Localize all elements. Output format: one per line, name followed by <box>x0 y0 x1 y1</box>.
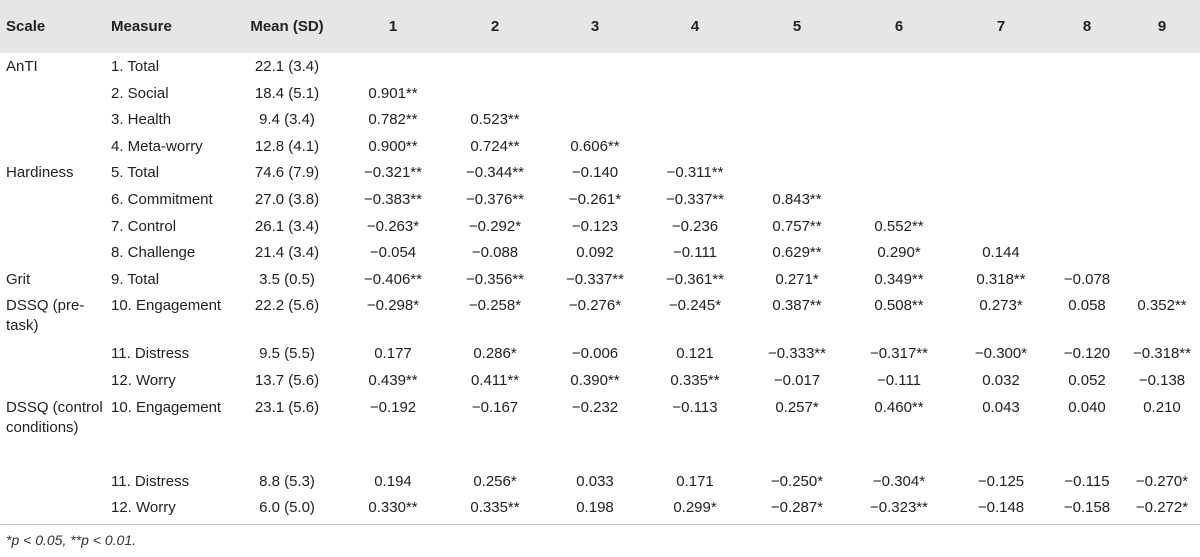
correlation-cell-8 <box>1052 186 1122 213</box>
correlation-cell-5: −0.250* <box>770 472 824 490</box>
correlation-cell-2 <box>444 80 546 107</box>
correlation-cell-7 <box>950 53 1052 80</box>
measure-cell: 8. Challenge <box>111 244 196 262</box>
scale-cell <box>0 213 105 240</box>
correlation-cell-9 <box>1122 159 1200 186</box>
correlation-cell-8 <box>1052 106 1122 133</box>
correlation-cell-4: −0.337** <box>666 190 724 208</box>
correlation-cell-1: 0.900** <box>368 137 418 155</box>
scale-cell: DSSQ (pre-task) <box>6 297 85 335</box>
scale-cell: Hardiness <box>6 164 74 182</box>
correlation-cell-7: 0.043 <box>982 398 1020 416</box>
table-row <box>0 394 1200 468</box>
measure-cell: 9. Total <box>111 270 160 288</box>
col-header-3: 3 <box>590 18 600 35</box>
scale-cell: DSSQ (control conditions) <box>6 398 103 436</box>
correlation-cell-7: 0.144 <box>982 244 1020 262</box>
table-row <box>0 494 1200 521</box>
correlation-cell-3: −0.140 <box>571 164 619 182</box>
table-row <box>0 80 1200 107</box>
correlation-cell-8 <box>1052 213 1122 240</box>
mean-sd-cell: 13.7 (5.6) <box>254 371 320 389</box>
table-row <box>0 213 1200 240</box>
correlation-cell-3: −0.261* <box>568 190 622 208</box>
correlation-cell-1: −0.298* <box>366 297 420 315</box>
correlation-cell-5: 0.271* <box>775 270 819 288</box>
correlation-cell-3: 0.198 <box>576 499 614 517</box>
correlation-cell-1: 0.782** <box>368 111 418 129</box>
correlation-cell-4: −0.111 <box>672 244 718 262</box>
correlation-cell-6: −0.111 <box>876 371 922 389</box>
correlation-cell-2: −0.344** <box>466 164 524 182</box>
correlation-cell-6: 0.552** <box>874 217 924 235</box>
correlation-cell-4: −0.361** <box>666 270 724 288</box>
correlation-cell-4 <box>644 53 746 80</box>
correlation-cell-7 <box>950 213 1052 240</box>
correlation-cell-9: −0.138 <box>1138 371 1186 389</box>
correlation-cell-9 <box>1122 186 1200 213</box>
correlation-cell-1: 0.194 <box>374 472 412 490</box>
correlation-cell-8: −0.158 <box>1063 499 1111 517</box>
correlation-cell-7: 0.273* <box>979 297 1023 315</box>
correlation-cell-3: 0.092 <box>576 244 614 262</box>
correlation-cell-6: −0.304* <box>872 472 926 490</box>
measure-cell: 5. Total <box>111 164 160 182</box>
measure-cell: 2. Social <box>111 84 169 102</box>
table-row <box>0 468 1200 495</box>
correlation-cell-7: −0.148 <box>977 499 1025 517</box>
col-header-2: 2 <box>490 18 500 35</box>
correlation-cell-5: −0.017 <box>773 371 821 389</box>
mean-sd-cell: 26.1 (3.4) <box>254 217 320 235</box>
correlation-cell-3: −0.337** <box>566 270 624 288</box>
correlation-cell-9 <box>1122 239 1200 266</box>
correlation-cell-8 <box>1052 239 1122 266</box>
correlation-cell-5 <box>746 106 848 133</box>
scale-cell: AnTI <box>6 58 38 75</box>
correlation-cell-7: −0.125 <box>977 472 1025 490</box>
table-footnote: *p < 0.05, **p < 0.01. <box>6 532 136 548</box>
correlation-cell-6 <box>848 133 950 160</box>
correlation-cell-5 <box>746 53 848 80</box>
correlation-cell-5 <box>746 133 848 160</box>
correlation-cell-4: −0.311** <box>666 164 724 182</box>
measure-cell: 1. Total <box>111 58 160 75</box>
table-row <box>0 53 1200 80</box>
mean-sd-cell: 74.6 (7.9) <box>254 164 320 182</box>
scale-cell <box>0 239 105 266</box>
correlation-cell-6: 0.460** <box>874 398 924 416</box>
correlation-cell-6: 0.290* <box>877 244 921 262</box>
correlation-cell-4: −0.236 <box>671 217 719 235</box>
correlation-cell-6: −0.317** <box>870 345 928 363</box>
measure-cell: 10. Engagement <box>111 398 222 416</box>
correlation-cell-1: −0.192 <box>369 398 417 416</box>
correlation-cell-4: 0.335** <box>670 371 720 389</box>
correlation-cell-1: −0.321** <box>364 164 422 182</box>
measure-cell: 3. Health <box>111 111 172 129</box>
col-header-9: 9 <box>1157 18 1167 35</box>
correlation-cell-2: −0.356** <box>466 270 524 288</box>
correlation-cell-3: 0.390** <box>570 371 620 389</box>
correlation-cell-6: 0.508** <box>874 297 924 315</box>
correlation-cell-5 <box>746 80 848 107</box>
scale-cell <box>0 367 105 394</box>
correlation-cell-3 <box>546 106 644 133</box>
scale-cell <box>0 186 105 213</box>
correlation-cell-2 <box>444 53 546 80</box>
correlation-cell-8 <box>1052 80 1122 107</box>
measure-cell: 7. Control <box>111 217 177 235</box>
correlation-cell-6 <box>848 53 950 80</box>
correlation-cell-7 <box>950 106 1052 133</box>
correlation-cell-6: −0.323** <box>870 499 928 517</box>
correlation-cell-5: 0.843** <box>772 190 822 208</box>
scale-cell <box>0 80 105 107</box>
correlation-cell-8 <box>1052 53 1122 80</box>
correlation-cell-2: −0.292* <box>468 217 522 235</box>
correlation-cell-3 <box>546 80 644 107</box>
correlation-cell-6 <box>848 80 950 107</box>
correlation-cell-5: 0.629** <box>772 244 822 262</box>
scale-cell <box>0 494 105 521</box>
correlation-cell-9: −0.270* <box>1135 472 1189 490</box>
correlation-cell-1: 0.901** <box>368 84 418 102</box>
mean-sd-cell: 3.5 (0.5) <box>259 270 315 288</box>
col-header-scale: Scale <box>6 18 46 35</box>
table-row <box>0 186 1200 213</box>
correlation-cell-1: 0.330** <box>368 499 418 517</box>
correlation-cell-8: 0.040 <box>1068 398 1106 416</box>
correlation-cell-2: −0.167 <box>471 398 519 416</box>
col-header-8: 8 <box>1082 18 1092 35</box>
scale-cell: Grit <box>6 270 31 288</box>
correlation-cell-9: −0.318** <box>1133 345 1191 363</box>
scale-cell <box>0 106 105 133</box>
correlation-cell-1 <box>342 53 444 80</box>
correlation-cell-9 <box>1122 106 1200 133</box>
mean-sd-cell: 9.4 (3.4) <box>259 111 315 129</box>
measure-cell: 11. Distress <box>111 345 190 363</box>
correlation-cell-3: −0.123 <box>571 217 619 235</box>
mean-sd-cell: 8.8 (5.3) <box>259 472 315 490</box>
correlation-cell-8 <box>1052 133 1122 160</box>
correlation-cell-8 <box>1052 159 1122 186</box>
correlation-cell-8: −0.115 <box>1064 472 1110 490</box>
correlation-cell-4: −0.245* <box>668 297 722 315</box>
correlation-cell-9 <box>1122 133 1200 160</box>
correlation-cell-5: 0.257* <box>775 398 819 416</box>
correlation-cell-7 <box>950 186 1052 213</box>
correlation-cell-1: −0.054 <box>369 244 417 262</box>
correlation-cell-8: 0.058 <box>1068 297 1106 315</box>
table-row <box>0 340 1200 367</box>
correlation-cell-7: 0.318** <box>976 270 1026 288</box>
correlation-cell-6: 0.349** <box>874 270 924 288</box>
correlation-cell-9 <box>1122 53 1200 80</box>
correlation-cell-5: 0.387** <box>772 297 822 315</box>
col-header-mean-sd: Mean (SD) <box>250 18 324 35</box>
correlation-cell-9: 0.352** <box>1137 297 1187 315</box>
scale-cell <box>0 340 105 367</box>
correlation-cell-2: 0.256* <box>473 472 517 490</box>
col-header-1: 1 <box>388 18 398 35</box>
correlation-cell-8: −0.078 <box>1063 270 1111 288</box>
correlation-cell-7: 0.032 <box>982 371 1020 389</box>
measure-cell: 11. Distress <box>111 472 190 490</box>
table-row <box>0 367 1200 394</box>
correlation-cell-5: 0.757** <box>772 217 822 235</box>
measure-cell: 12. Worry <box>111 499 176 517</box>
mean-sd-cell: 6.0 (5.0) <box>259 499 315 517</box>
correlation-cell-9: 0.210 <box>1143 398 1181 416</box>
measure-cell: 12. Worry <box>111 371 176 389</box>
correlation-cell-1: 0.439** <box>368 371 418 389</box>
correlation-cell-2: 0.335** <box>470 499 520 517</box>
correlation-cell-2: 0.411** <box>470 371 520 389</box>
correlation-cell-1: −0.383** <box>364 190 422 208</box>
mean-sd-cell: 27.0 (3.8) <box>254 190 320 208</box>
measure-cell: 10. Engagement <box>111 297 222 315</box>
table-row <box>0 266 1200 293</box>
table-row <box>0 133 1200 160</box>
col-header-5: 5 <box>792 18 802 35</box>
correlation-cell-9: −0.272* <box>1135 499 1189 517</box>
correlation-cell-7 <box>950 133 1052 160</box>
mean-sd-cell: 22.2 (5.6) <box>254 297 320 315</box>
correlation-cell-3 <box>546 53 644 80</box>
col-header-measure: Measure <box>111 18 172 35</box>
header-row <box>0 0 1200 53</box>
mean-sd-cell: 22.1 (3.4) <box>254 58 320 75</box>
col-header-6: 6 <box>894 18 904 35</box>
mean-sd-cell: 21.4 (3.4) <box>254 244 320 262</box>
correlation-cell-7: −0.300* <box>974 345 1028 363</box>
correlation-cell-2: 0.286* <box>473 345 517 363</box>
correlation-cell-9 <box>1122 80 1200 107</box>
correlation-cell-4 <box>644 106 746 133</box>
correlation-cell-9 <box>1122 213 1200 240</box>
correlation-cell-4 <box>644 80 746 107</box>
correlation-cell-3: 0.606** <box>570 137 620 155</box>
correlation-cell-6 <box>848 186 950 213</box>
mean-sd-cell: 12.8 (4.1) <box>254 137 320 155</box>
correlation-cell-2: 0.523** <box>470 111 520 129</box>
correlation-cell-3: −0.232 <box>571 398 619 416</box>
mean-sd-cell: 9.5 (5.5) <box>259 345 315 363</box>
correlation-cell-2: −0.088 <box>471 244 519 262</box>
correlation-cell-2: −0.258* <box>468 297 522 315</box>
correlation-cell-4: 0.299* <box>673 499 717 517</box>
scale-cell <box>0 468 105 495</box>
table-row <box>0 159 1200 186</box>
correlation-cell-8: −0.120 <box>1063 345 1111 363</box>
correlation-cell-7 <box>950 159 1052 186</box>
correlation-cell-1: −0.406** <box>364 270 422 288</box>
correlation-cell-3: 0.033 <box>576 472 614 490</box>
bottom-rule <box>0 524 1200 525</box>
col-header-7: 7 <box>996 18 1006 35</box>
correlation-cell-5 <box>746 159 848 186</box>
table-row <box>0 239 1200 266</box>
correlation-cell-1: 0.177 <box>374 345 412 363</box>
col-header-4: 4 <box>690 18 700 35</box>
correlation-cell-2: 0.724** <box>470 137 520 155</box>
correlation-cell-6 <box>848 106 950 133</box>
mean-sd-cell: 23.1 (5.6) <box>254 398 320 416</box>
correlation-cell-4: −0.113 <box>672 398 718 416</box>
correlation-cell-1: −0.263* <box>366 217 420 235</box>
correlation-cell-7 <box>950 80 1052 107</box>
correlation-cell-2: −0.376** <box>466 190 524 208</box>
table-row <box>0 292 1200 340</box>
mean-sd-cell: 18.4 (5.1) <box>254 84 320 102</box>
correlation-cell-5: −0.287* <box>770 499 824 517</box>
correlation-cell-6 <box>848 159 950 186</box>
table-row <box>0 106 1200 133</box>
correlation-cell-8: 0.052 <box>1068 371 1106 389</box>
scale-cell <box>0 133 105 160</box>
table-body <box>0 53 1200 521</box>
correlation-cell-4: 0.171 <box>676 472 714 490</box>
correlation-cell-3: −0.006 <box>571 345 619 363</box>
correlation-cell-4: 0.121 <box>676 345 714 363</box>
measure-cell: 6. Commitment <box>111 190 213 208</box>
correlation-cell-3: −0.276* <box>568 297 622 315</box>
correlation-cell-9 <box>1122 266 1200 293</box>
correlation-cell-5: −0.333** <box>768 345 826 363</box>
measure-cell: 4. Meta-worry <box>111 137 203 155</box>
correlation-cell-4 <box>644 133 746 160</box>
